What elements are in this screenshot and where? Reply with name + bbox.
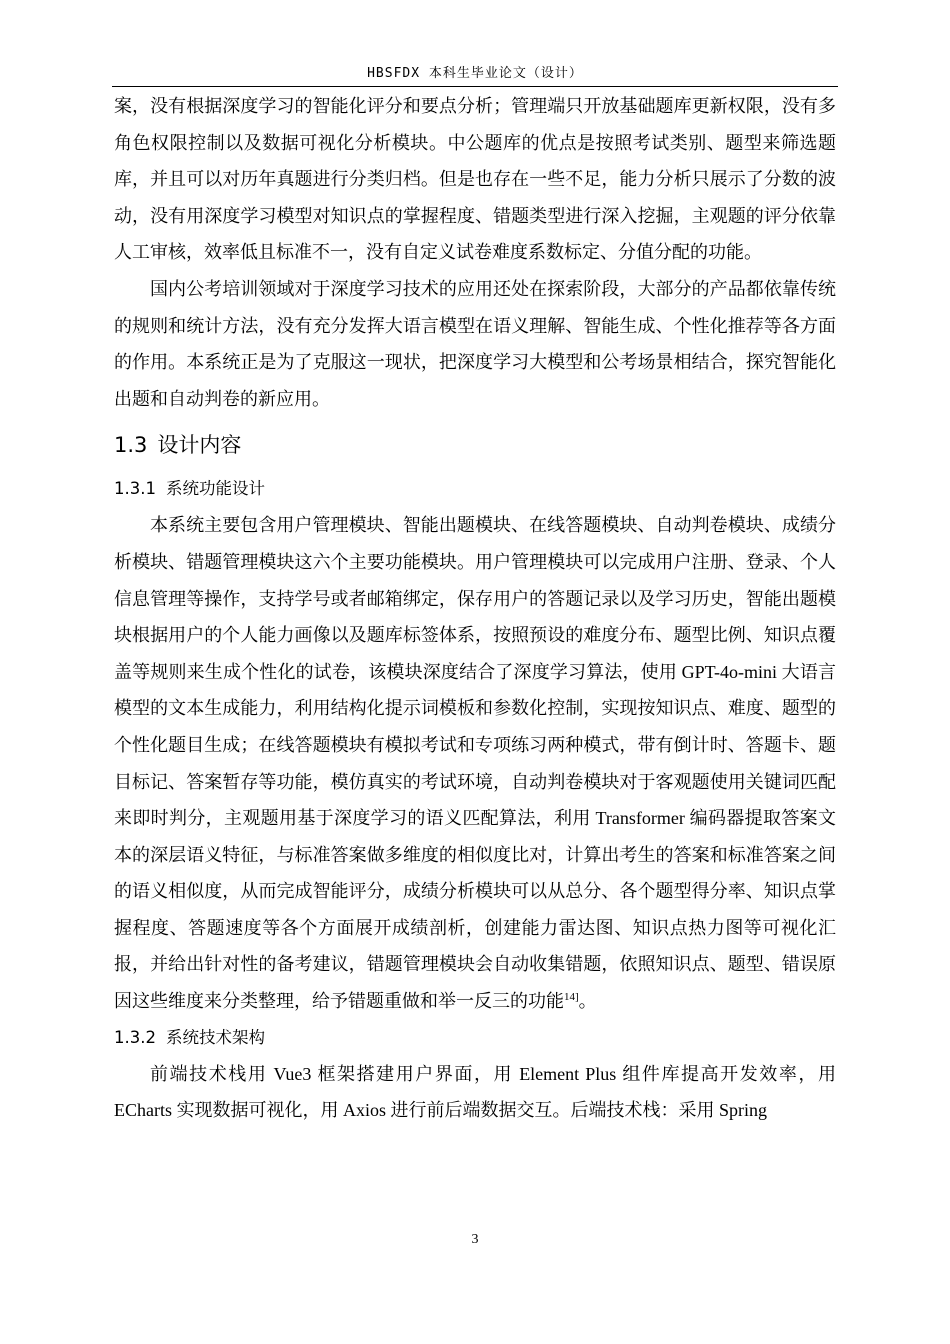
paragraph-continued: 案，没有根据深度学习的智能化评分和要点分析；管理端只开放基础题库更新权限，没有多角色权限控制以及数据可视化分析模块。中公题库的优点是按照考试类别、题型来筛选题库，并且可以对历年真题进行分类归档。但是也存在一些不足，能力分析只展示了分数的波动，没有用深度学习模型对知识点的掌握程度、错题类型进行深入挖掘，主观题的评分依靠人工审核，效率低且标准不一，没有自定义试卷难度系数标定、分值分配的功能。	[114, 96, 836, 263]
subsection-title: 系统功能设计	[165, 479, 265, 499]
paragraph: 前端技术栈用 Vue3 框架搭建用户界面，用 Element Plus 组件库提高开发效率，用 ECharts 实现数据可视化，用 Axios 进行前后端数据交互。后端技术栈：采用 Spring	[114, 1063, 836, 1121]
paragraph-text: 本系统主要包含用户管理模块、智能出题模块、在线答题模块、自动判卷模块、成绩分析模块、错题管理模块这六个主要功能模块。用户管理模块可以完成用户注册、登录、个人信息管理等操作，支持学号或者邮箱绑定，保存用户的答题记录以及学习历史，智能出题模块根据用户的个人能力画像以及题库标签体系，按照预设的难度分布、题型比例、知识点覆盖等规则来生成个性化的试卷，该模块深度结合了深度学习算法，使用 GPT-4o-mini 大语言模型的文本生成能力，利用结构化提示词模板和参数化控制，实现按知识点、难度、题型的个性化题目生成；在线答题模块有模拟考试和专项练习两种模式，带有倒计时、答题卡、题目标记、答案暂存等功能，模仿真实的考试环境，自动判卷模块对于客观题使用关键词匹配来即时判分，主观题用基于深度学习的语义匹配算法，利用 Transformer 编码器提取答案文本的深层语义特征，与标准答案做多维度的相似度比对，计算出考生的答案和标准答案之间的语义相似度，从而完成智能评分，成绩分析模块可以从总分、各个题型得分率、知识点掌握程度、答题速度等各个方面展开成绩剖析，创建能力雷达图、知识点热力图等可视化汇报，并给出针对性的备考建议，错题管理模块会自动收集错题，依照知识点、题型、错误原因这些维度来分类整理，给予错题重做和举一反三的功能	[114, 515, 836, 1012]
subsection-heading	[114, 1020, 836, 1056]
section-number: 1.3	[114, 433, 148, 458]
paragraph: 国内公考培训领域对于深度学习技术的应用还处在探索阶段，大部分的产品都依靠传统的规则和统计方法，没有充分发挥大语言模型在语义理解、智能生成、个性化推荐等各方面的作用。本系统正是为了克服这一现状，把深度学习大模型和公考场景相结合，探究智能化出题和自动判卷的新应用。	[114, 278, 836, 409]
subsection-title: 系统技术架构	[165, 1027, 265, 1047]
subsection-heading	[114, 471, 836, 507]
citation-superscript: 14]	[564, 991, 579, 1004]
subsection-number: 1.3.2	[114, 1027, 156, 1047]
subsection-number: 1.3.1	[114, 479, 156, 499]
page-number: 3	[471, 1232, 479, 1247]
paragraph	[114, 507, 836, 1019]
running-header: HBSFDX 本科生毕业论文（设计）	[367, 66, 583, 81]
header-rule	[112, 86, 838, 87]
section-heading	[114, 425, 836, 465]
section-title: 设计内容	[157, 433, 242, 458]
paragraph-end: 。	[578, 991, 597, 1012]
document-body	[114, 88, 836, 1129]
